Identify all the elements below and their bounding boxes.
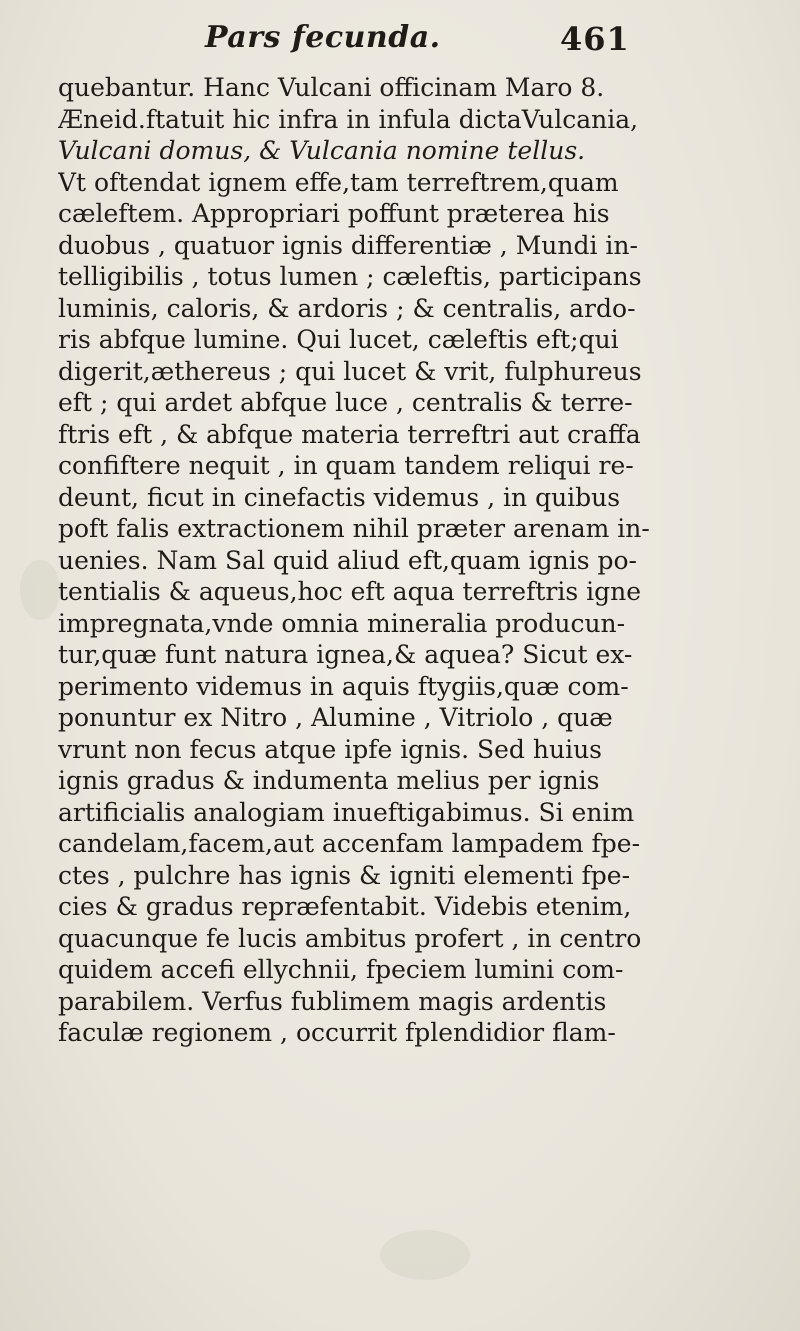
text-line: ignis gradus & indumenta melius per ignis bbox=[58, 766, 600, 795]
text-line: parabilem. Verfus fublimem magis ardentis bbox=[58, 986, 607, 1016]
text-line: digerit,æthereus ; qui lucet & vrit, fulphureus bbox=[58, 356, 642, 386]
text-line: quebantur. Hanc Vulcani officinam Maro 8. bbox=[58, 73, 605, 102]
text-line: ctes , pulchre has ignis & igniti elementi fpe- bbox=[58, 860, 631, 890]
running-head: Pars fecunda. bbox=[205, 20, 441, 55]
text-line: faculæ regionem , occurrit fplendidior flam- bbox=[58, 1018, 616, 1047]
text-line: quacunque fe lucis ambitus profert , in centro bbox=[58, 923, 642, 953]
text-line: uenies. Nam Sal quid aliud eft,quam ignis po- bbox=[58, 545, 637, 575]
text-line: cæleftem. Appropriari poffunt præterea his bbox=[58, 199, 610, 228]
text-line: ftris eft , & abfque materia terreftri aut craffa bbox=[58, 419, 641, 449]
text-line: vrunt non fecus atque ipfe ignis. Sed huius bbox=[58, 734, 603, 764]
text-line: Vt oftendat ignem effe,tam terreftrem,quam bbox=[58, 167, 619, 197]
text-line: luminis, caloris, & ardoris ; & centralis, ardo- bbox=[58, 293, 636, 323]
body-text bbox=[58, 72, 758, 1049]
text-line: cies & gradus repræfentabit. Videbis etenim, bbox=[58, 892, 632, 921]
text-line: ponuntur ex Nitro , Alumine , Vitriolo , quæ bbox=[58, 703, 613, 732]
text-line: confiftere nequit , in quam tandem reliqui re- bbox=[58, 451, 634, 480]
text-line: Vulcani domus, & Vulcania nomine tellus. bbox=[58, 136, 586, 165]
page-header bbox=[0, 14, 800, 64]
text-line: artificialis analogiam inueftigabimus. Si enim bbox=[58, 797, 635, 827]
text-line: impregnata,vnde omnia mineralia producun- bbox=[58, 608, 626, 638]
text-line: perimento videmus in aquis ftygiis,quæ com- bbox=[58, 671, 629, 701]
text-line: candelam,facem,aut accenfam lampadem fpe- bbox=[58, 829, 641, 858]
text-line: telligibilis , totus lumen ; cæleftis, participans bbox=[58, 262, 642, 291]
text-line: deunt, ficut in cinefactis videmus , in quibus bbox=[58, 482, 621, 512]
page-number: 461 bbox=[560, 20, 630, 58]
text-line: eft ; qui ardet abfque luce , centralis & terre- bbox=[58, 388, 633, 417]
text-line: poft falis extractionem nihil præter arenam in- bbox=[58, 514, 650, 543]
text-line: ris abfque lumine. Qui lucet, cæleftis eft;qui bbox=[58, 325, 619, 354]
text-line: Æneid.ftatuit hic infra in infula dictaVulcania, bbox=[58, 104, 639, 134]
text-line: tur,quæ funt natura ignea,& aquea? Sicut ex- bbox=[58, 640, 633, 669]
paper-stain bbox=[380, 1230, 470, 1280]
paper-stain bbox=[20, 560, 60, 620]
text-line: duobus , quatuor ignis differentiæ , Mundi in- bbox=[58, 230, 638, 260]
text-line: tentialis & aqueus,hoc eft aqua terreftris igne bbox=[58, 577, 641, 606]
text-line: quidem accefi ellychnii, fpeciem lumini com- bbox=[58, 955, 624, 984]
